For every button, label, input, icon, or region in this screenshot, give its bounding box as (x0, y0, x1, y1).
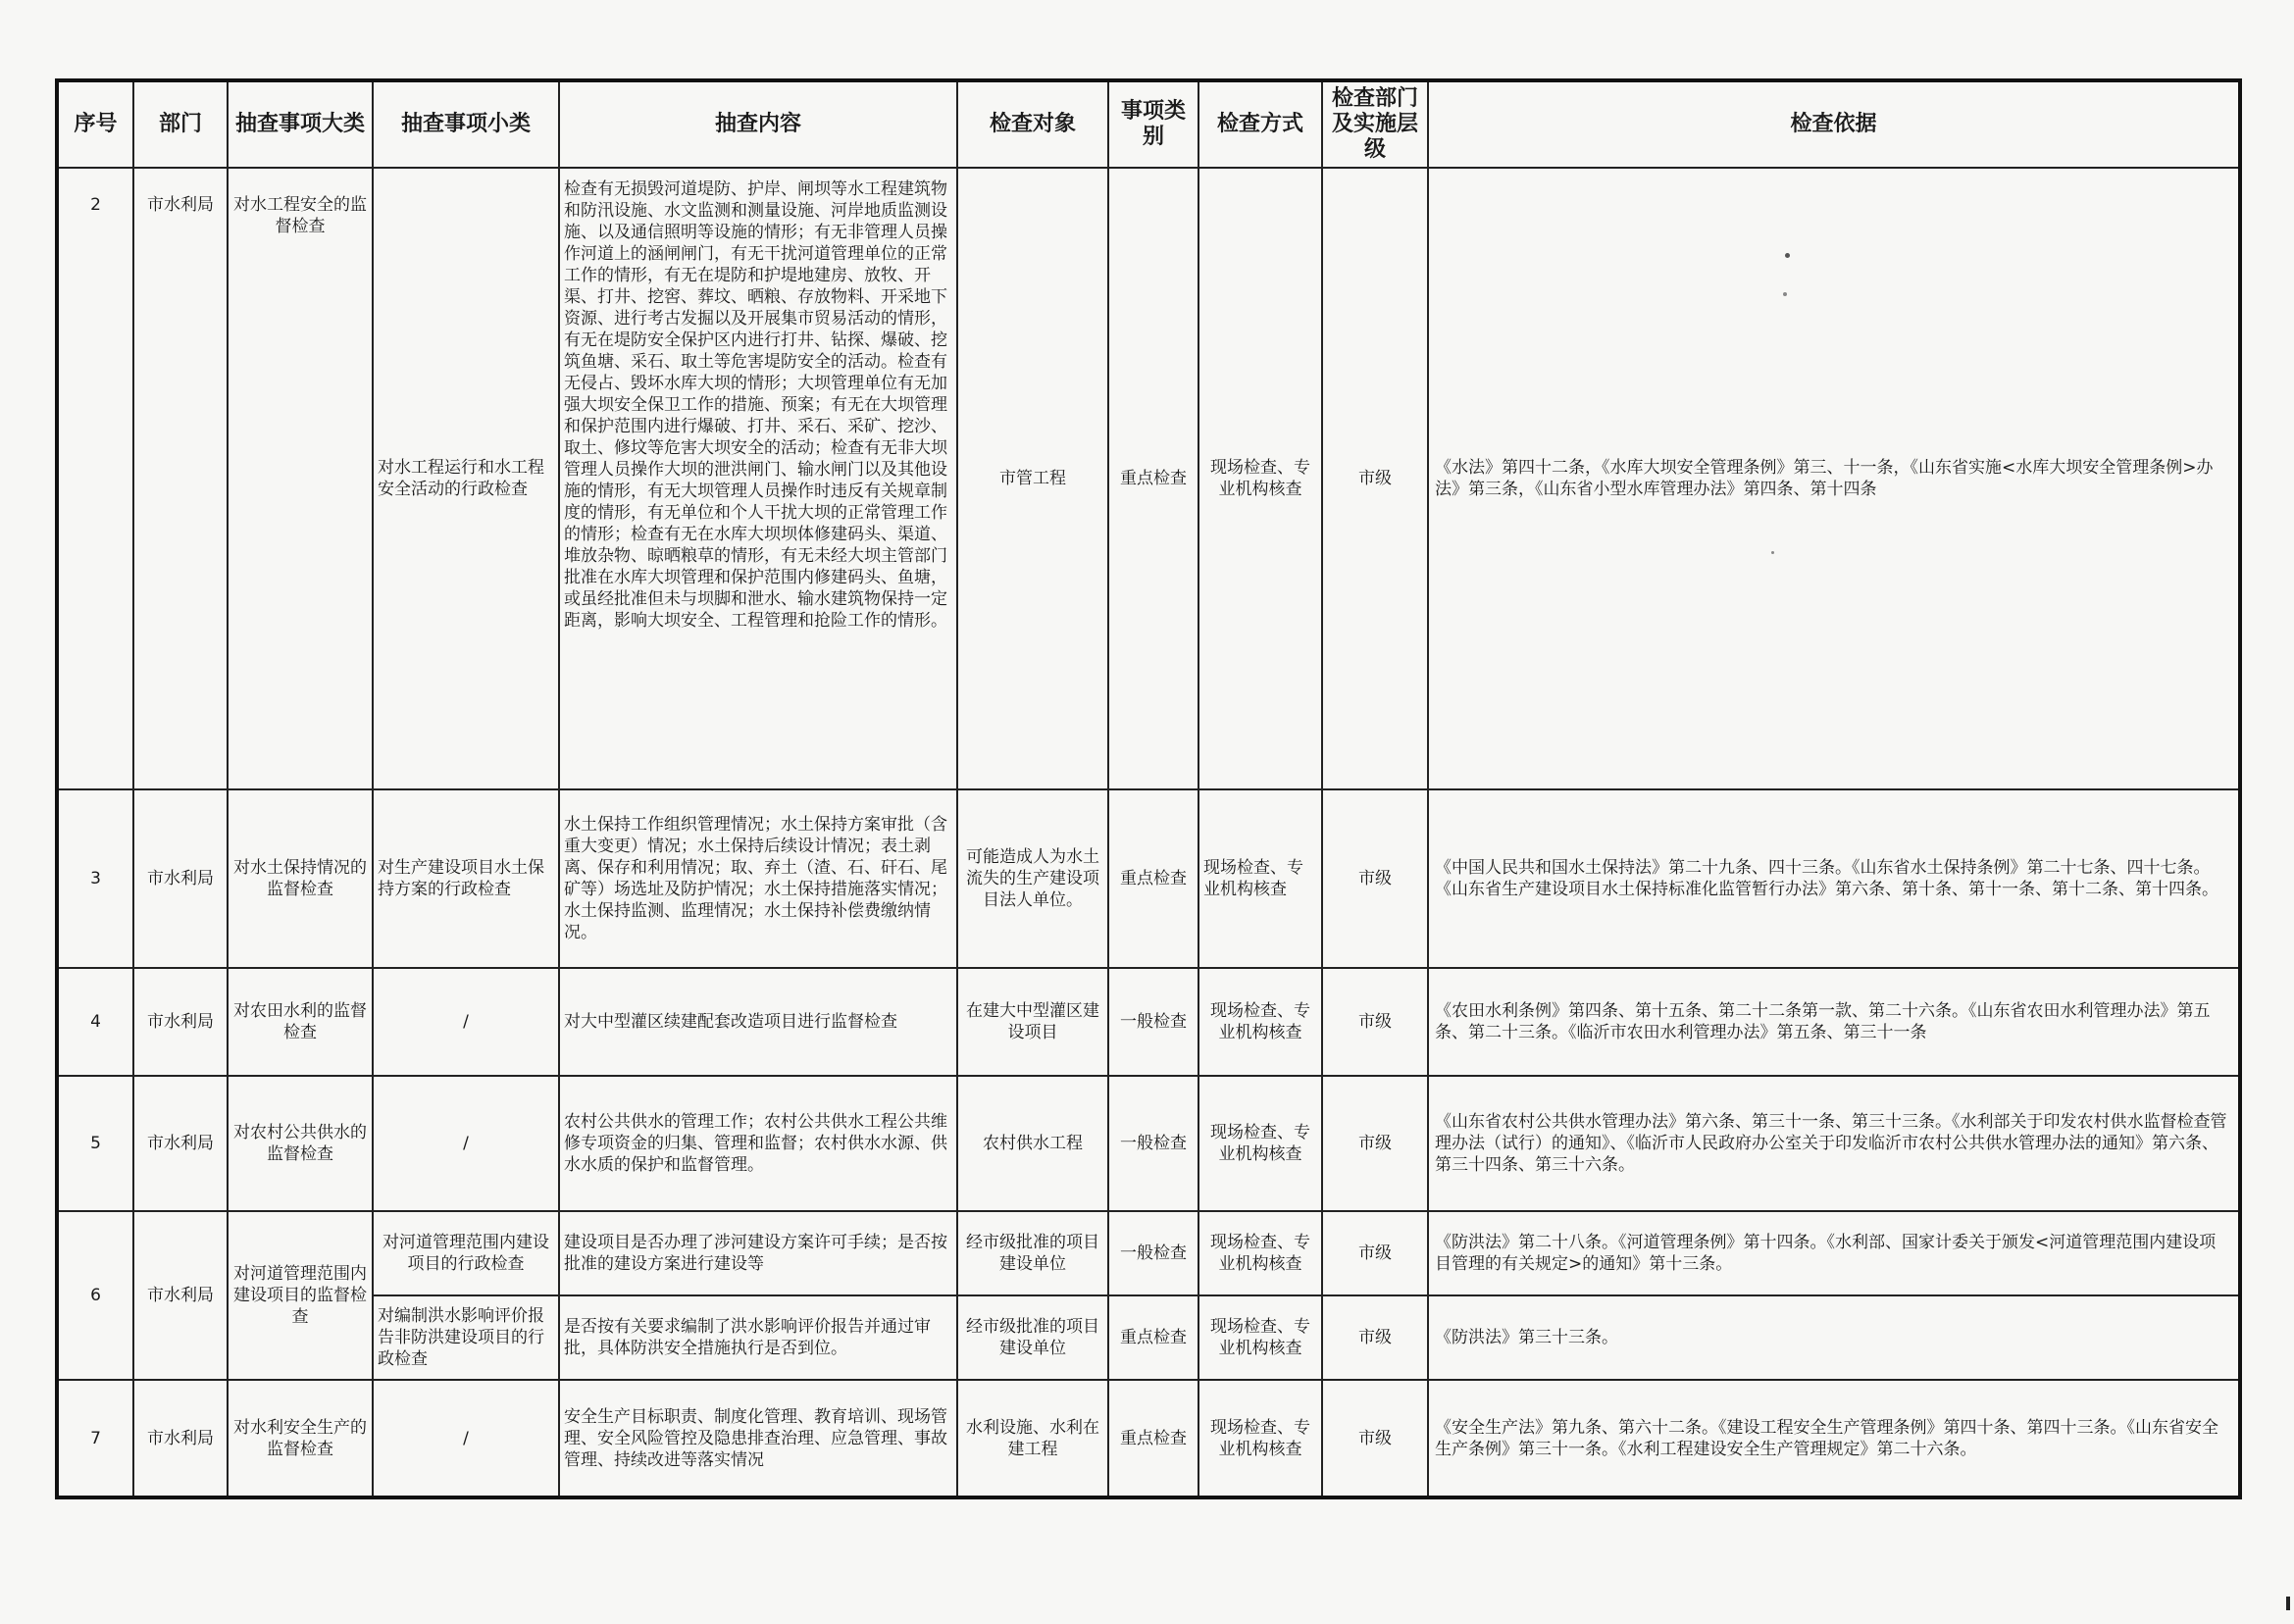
header-dept: 部门 (133, 80, 228, 168)
cell-seq: 4 (57, 968, 133, 1076)
cell-major: 对农田水利的监督检查 (228, 968, 373, 1076)
cell-category: 重点检查 (1108, 168, 1198, 789)
cell-dept: 市水利局 (133, 1380, 228, 1497)
table-row (57, 789, 2240, 968)
header-minor: 抽查事项小类 (373, 80, 559, 168)
cell-minor: 对生产建设项目水土保持方案的行政检查 (373, 789, 559, 968)
cell-basis: 《山东省农村公共供水管理办法》第六条、第三十一条、第三十三条。《水利部关于印发农村供水监督检查管理办法（试行）的通知》、《临沂市人民政府办公室关于印发临沂市农村公共供水管理办法的通知》第六条、第三十四条、第三十六条。 (1428, 1076, 2240, 1211)
cell-content: 检查有无损毁河道堤防、护岸、闸坝等水工程建筑物和防汛设施、水文监测和测量设施、河岸地质监测设施、以及通信照明等设施的情形；有无非管理人员操作河道上的涵闸闸门，有无干扰河道管理单位的正常工作的情形，有无在堤防和护堤地建房、放牧、开渠、打井、挖窖、葬坟、晒粮、存放物料、开采地下资源、进行考古发掘以及开展集市贸易活动的情形，有无在堤防安全保护区内进行打井、钻探、爆破、挖筑鱼塘、采石、取土等危害堤防安全的活动。检查有无侵占、毁坏水库大坝的情形；大坝管理单位有无加强大坝安全保卫工作的措施、预案；有无在大坝管理和保护范围内进行爆破、打井、采石、采矿、挖沙、取土、修坟等危害大坝安全的活动；检查有无非大坝管理人员操作大坝的泄洪闸门、输水闸门以及其他设施的情形，有无大坝管理人员操作时违反有关规章制度的情形，有无单位和个人干扰大坝的正常管理工作的情形；检查有无在水库大坝坝体修建码头、渠道、堆放杂物、晾晒粮草的情形，有无未经大坝主管部门批准在水库大坝管理和保护范围内修建码头、鱼塘，或虽经批准但未与坝脚和泄水、输水建筑物保持一定距离，影响大坝安全、工程管理和抢险工作的情形。 (559, 168, 957, 789)
cell-level: 市级 (1322, 1211, 1428, 1295)
header-level: 检查部门及实施层级 (1322, 80, 1428, 168)
cell-level: 市级 (1322, 1076, 1428, 1211)
scan-speck (1783, 292, 1787, 296)
cell-seq: 3 (57, 789, 133, 968)
cell-major: 对农村公共供水的监督检查 (228, 1076, 373, 1211)
cell-basis: 《水法》第四十二条，《水库大坝安全管理条例》第三、十一条，《山东省实施<水库大坝安全管理条例>办法》第三条，《山东省小型水库管理办法》第四条、第十四条 (1428, 168, 2240, 789)
cell-target: 水利设施、水利在建工程 (957, 1380, 1108, 1497)
header-major: 抽查事项大类 (228, 80, 373, 168)
cell-method: 现场检查、专业机构核查 (1198, 1380, 1322, 1497)
table-row (57, 968, 2240, 1076)
cell-target: 可能造成人为水土流失的生产建设项目法人单位。 (957, 789, 1108, 968)
cell-target: 经市级批准的项目建设单位 (957, 1211, 1108, 1295)
header-content: 抽查内容 (559, 80, 957, 168)
cell-method: 现场检查、专业机构核查 (1198, 1295, 1322, 1380)
cell-basis: 《安全生产法》第九条、第六十二条。《建设工程安全生产管理条例》第四十条、第四十三条。《山东省安全生产条例》第三十一条。《水利工程建设安全生产管理规定》第二十六条。 (1428, 1380, 2240, 1497)
table-row (57, 1380, 2240, 1497)
scan-edge-mark (2286, 1597, 2290, 1610)
cell-level: 市级 (1322, 1295, 1428, 1380)
cell-target: 市管工程 (957, 168, 1108, 789)
header-seq: 序号 (57, 80, 133, 168)
cell-basis: 《农田水利条例》第四条、第十五条、第二十二条第一款、第二十六条。《山东省农田水利管理办法》第五条、第二十三条。《临沂市农田水利管理办法》第五条、第三十一条 (1428, 968, 2240, 1076)
table-row (57, 1076, 2240, 1211)
cell-dept: 市水利局 (133, 168, 228, 789)
cell-level: 市级 (1322, 968, 1428, 1076)
table-row (57, 1295, 2240, 1380)
cell-category: 重点检查 (1108, 1295, 1198, 1380)
cell-major: 对河道管理范围内建设项目的监督检查 (228, 1211, 373, 1380)
cell-content: 对大中型灌区续建配套改造项目进行监督检查 (559, 968, 957, 1076)
cell-category: 一般检查 (1108, 968, 1198, 1076)
cell-category: 重点检查 (1108, 789, 1198, 968)
cell-seq: 2 (57, 168, 133, 789)
cell-target: 在建大中型灌区建设项目 (957, 968, 1108, 1076)
cell-target: 经市级批准的项目建设单位 (957, 1295, 1108, 1380)
inspection-table-sheet (55, 78, 2238, 1499)
cell-seq: 5 (57, 1076, 133, 1211)
cell-content: 水土保持工作组织管理情况；水土保持方案审批（含重大变更）情况；水土保持后续设计情况；表土剥离、保存和利用情况；取、弃土（渣、石、矸石、尾矿等）场选址及防护情况；水土保持措施落实情况；水土保持监测、监理情况；水土保持补偿费缴纳情况。 (559, 789, 957, 968)
cell-category: 重点检查 (1108, 1380, 1198, 1497)
cell-method: 现场检查、专业机构核查 (1198, 968, 1322, 1076)
cell-dept: 市水利局 (133, 1211, 228, 1380)
cell-major: 对水工程安全的监督检查 (228, 168, 373, 789)
cell-level: 市级 (1322, 1380, 1428, 1497)
cell-category: 一般检查 (1108, 1076, 1198, 1211)
scan-speck (1771, 551, 1774, 554)
cell-minor: 对水工程运行和水工程安全活动的行政检查 (373, 168, 559, 789)
cell-minor: 对编制洪水影响评价报告非防洪建设项目的行政检查 (373, 1295, 559, 1380)
cell-major: 对水土保持情况的监督检查 (228, 789, 373, 968)
table-row (57, 168, 2240, 789)
cell-dept: 市水利局 (133, 789, 228, 968)
cell-major: 对水利安全生产的监督检查 (228, 1380, 373, 1497)
cell-category: 一般检查 (1108, 1211, 1198, 1295)
scan-speck (1785, 253, 1790, 258)
cell-minor: / (373, 1380, 559, 1497)
cell-content: 建设项目是否办理了涉河建设方案许可手续；是否按批准的建设方案进行建设等 (559, 1211, 957, 1295)
cell-basis: 《防洪法》第三十三条。 (1428, 1295, 2240, 1380)
cell-content: 是否按有关要求编制了洪水影响评价报告并通过审批，具体防洪安全措施执行是否到位。 (559, 1295, 957, 1380)
header-method: 检查方式 (1198, 80, 1322, 168)
table-row (57, 1211, 2240, 1295)
cell-content: 农村公共供水的管理工作；农村公共供水工程公共维修专项资金的归集、管理和监督；农村供水水源、供水水质的保护和监督管理。 (559, 1076, 957, 1211)
cell-seq: 6 (57, 1211, 133, 1380)
cell-level: 市级 (1322, 168, 1428, 789)
inspection-table (55, 78, 2242, 1499)
cell-basis: 《中国人民共和国水土保持法》第二十九条、四十三条。《山东省水土保持条例》第二十七条、四十七条。《山东省生产建设项目水土保持标准化监管暂行办法》第六条、第十条、第十一条、第十二条、第十四条。 (1428, 789, 2240, 968)
cell-dept: 市水利局 (133, 1076, 228, 1211)
cell-minor: / (373, 1076, 559, 1211)
cell-minor: / (373, 968, 559, 1076)
header-category: 事项类别 (1108, 80, 1198, 168)
cell-method: 现场检查、专业机构核查 (1198, 1211, 1322, 1295)
header-target: 检查对象 (957, 80, 1108, 168)
cell-level: 市级 (1322, 789, 1428, 968)
cell-method: 现场检查、专业机构核查 (1198, 789, 1322, 968)
cell-basis: 《防洪法》第二十八条。《河道管理条例》第十四条。《水利部、国家计委关于颁发<河道管理范围内建设项目管理的有关规定>的通知》第十三条。 (1428, 1211, 2240, 1295)
table-header (57, 80, 2240, 168)
cell-method: 现场检查、专业机构核查 (1198, 168, 1322, 789)
cell-seq: 7 (57, 1380, 133, 1497)
cell-target: 农村供水工程 (957, 1076, 1108, 1211)
cell-dept: 市水利局 (133, 968, 228, 1076)
cell-content: 安全生产目标职责、制度化管理、教育培训、现场管理、安全风险管控及隐患排查治理、应急管理、事故管理、持续改进等落实情况 (559, 1380, 957, 1497)
cell-method: 现场检查、专业机构核查 (1198, 1076, 1322, 1211)
header-basis: 检查依据 (1428, 80, 2240, 168)
cell-minor: 对河道管理范围内建设项目的行政检查 (373, 1211, 559, 1295)
